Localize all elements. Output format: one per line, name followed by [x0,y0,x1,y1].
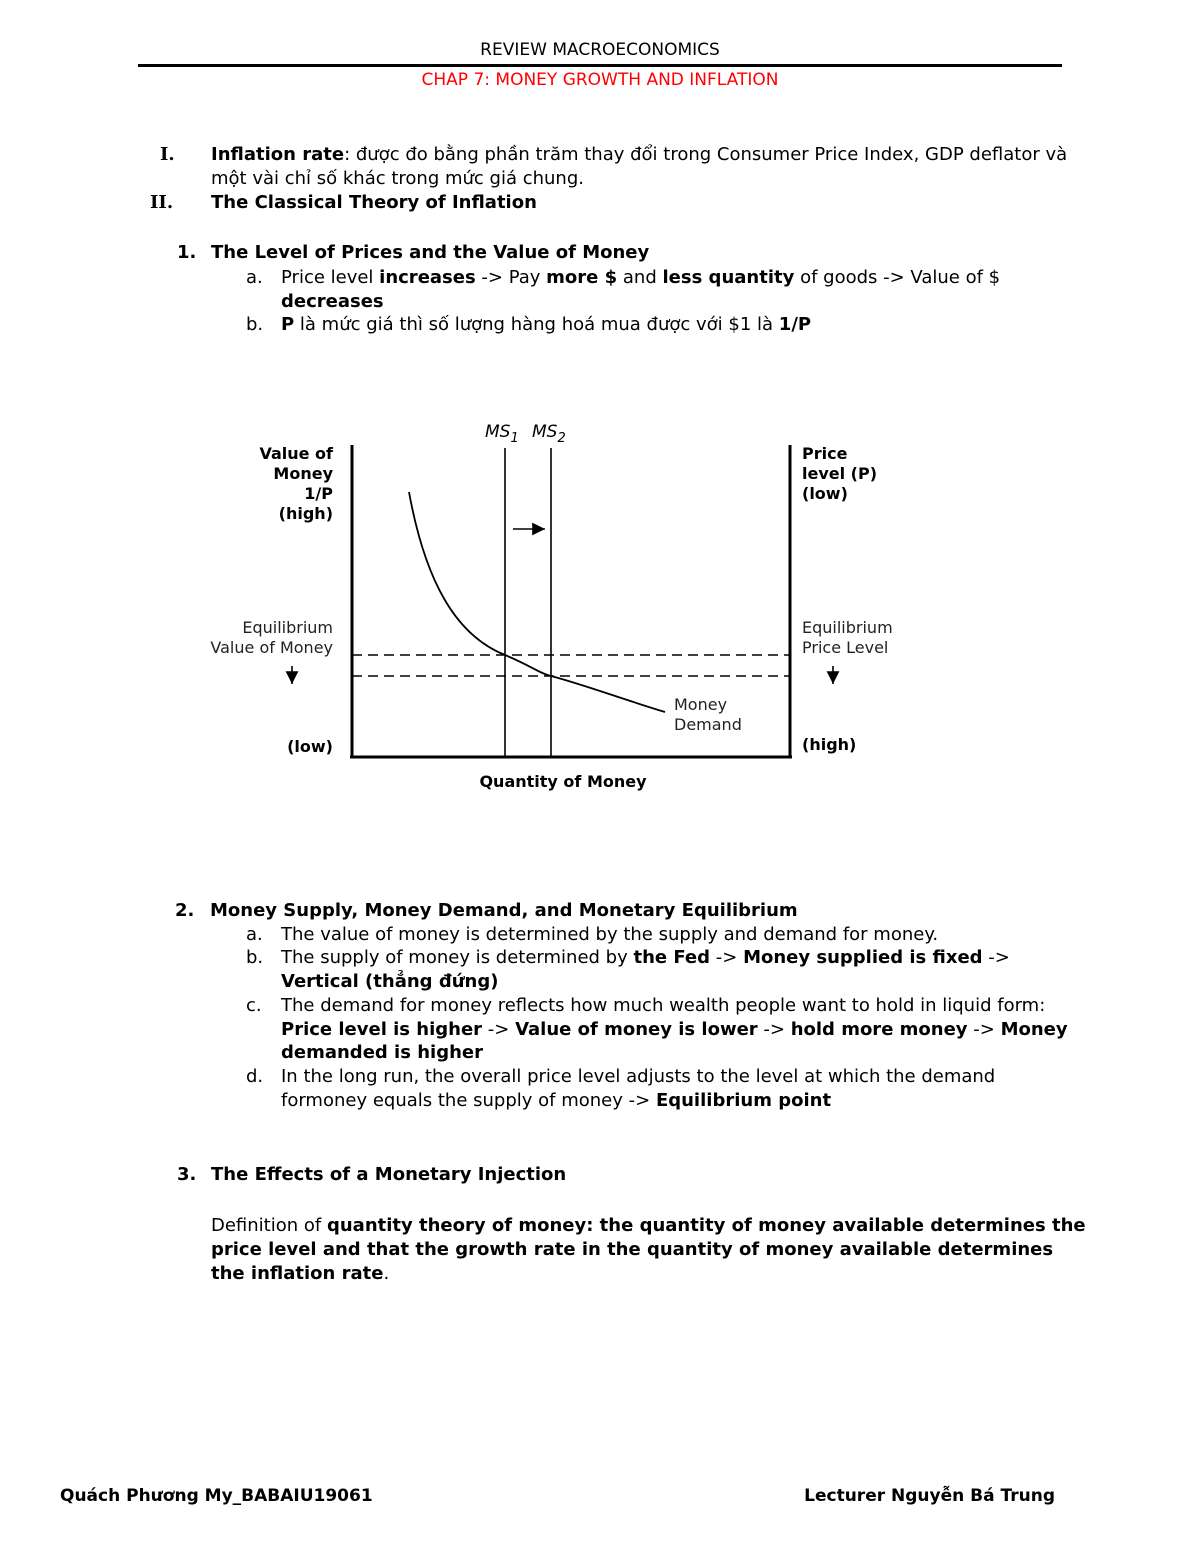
right-axis-label-line-1: Price [802,444,848,463]
bold-span: less quantity [662,267,795,288]
chapter-title: CHAP 7: MONEY GROWTH AND INFLATION [421,70,779,90]
sub-2-a-line: The value of money is determined by the supply and demand for money. [281,924,939,945]
sub-2-c-line-2 [281,1018,1068,1042]
bold-span: Price level is higher [281,1019,483,1040]
bold-span: the inflation rate [211,1263,384,1284]
sub-2-b-marker: b. [246,947,264,968]
footer-lecturer: Lecturer Nguyễn Bá Trung [804,1486,1055,1506]
sub-1-title: The Level of Prices and the Value of Money [211,242,650,263]
money-demand-label-line-2: Demand [674,715,742,734]
bold-span: Value of money is lower [515,1019,758,1040]
ms1-text: MS [485,422,511,442]
inflation-rate-term: Inflation rate [211,144,345,165]
bold-span: increases [379,267,476,288]
bold-span: P [281,314,295,335]
sub-1-a-line-1 [281,266,1000,290]
left-axis-label-line-1: Value of [259,444,333,463]
sub-2-d-line-1: In the long run, the overall price level adjusts to the level at which the demand [281,1066,996,1087]
sub-2-b-line-1 [281,946,1010,970]
money-demand-label-line-1: Money [674,695,728,714]
sub-3-title: The Effects of a Monetary Injection [211,1164,567,1185]
text-span: The supply of money is determined by [281,947,634,968]
ms1-label [485,422,519,446]
bold-span: Money supplied is fixed [743,947,983,968]
money-demand-curve [409,492,665,712]
text-span: Definition of [211,1215,327,1236]
definition-line-1 [211,1214,1086,1238]
sub-2-b-line-2: Vertical (thẳng đứng) [281,971,499,992]
section-number-2: II. [150,192,174,213]
section-1-text-1: : được đo bằng phần trăm thay đổi trong Consumer Price Index, GDP deflator và [344,144,1068,165]
text-span: -> [982,947,1010,968]
money-market-figure [195,410,915,800]
sub-3-number: 3. [177,1164,197,1185]
sub-2-d-marker: d. [246,1066,264,1087]
left-axis-label-line-3: 1/P [304,484,333,503]
left-axis-label-line-2: Money [273,464,333,483]
ms1-subscript: 1 [510,431,519,446]
bold-span: 1/P [778,314,812,335]
text-span: formoney equals the supply of money -> [281,1090,656,1111]
sub-1-b-marker: b. [246,314,264,335]
sub-1-a-line-2: decreases [281,291,384,312]
text-span: . [383,1263,390,1284]
sub-1-b-line [281,313,811,337]
eq-left-label-line-1: Equilibrium [242,618,333,637]
section-2-title: The Classical Theory of Inflation [211,192,537,213]
bold-span: quantity theory of money: the quantity of money available determines the [326,1215,1086,1236]
text-span: -> Pay [475,267,547,288]
document-header-title: REVIEW MACROECONOMICS [480,40,720,60]
bold-span: hold more money [790,1019,968,1040]
bold-span: more $ [546,267,618,288]
sub-2-c-line-3: demanded is higher [281,1042,483,1063]
header-rule [138,64,1062,67]
text-span: -> [482,1019,516,1040]
eq-left-label-line-2: Value of Money [210,638,333,657]
footer-author: Quách Phương My_BABAIU19061 [60,1486,373,1506]
sub-1-number: 1. [177,242,197,263]
text-span: and [617,267,663,288]
left-axis-label-line-4: (high) [278,504,333,523]
right-axis-label-line-2: level (P) [802,464,878,483]
text-span: là mức giá thì số lượng hàng hoá mua được với $1 là [294,314,779,335]
sub-2-title: Money Supply, Money Demand, and Monetary Equilibrium [210,900,798,921]
sub-2-d-line-2 [281,1089,831,1113]
sub-2-c-marker: c. [246,995,262,1016]
right-axis-label-line-3: (low) [802,484,848,503]
section-number-1: I. [160,144,175,165]
text-span: -> [967,1019,1001,1040]
ms2-subscript: 2 [557,431,566,446]
bold-span: Money [1000,1019,1068,1040]
x-axis-label: Quantity of Money [479,772,647,791]
text-span: Price level [281,267,380,288]
ms2-label [532,422,566,446]
ms2-text: MS [532,422,558,442]
sub-2-a-marker: a. [246,924,263,945]
bold-span: Equilibrium point [655,1090,832,1111]
bold-span: the Fed [633,947,711,968]
definition-line-3 [211,1262,389,1286]
left-axis-low-label: (low) [287,737,333,756]
eq-right-label-line-1: Equilibrium [802,618,893,637]
eq-right-label-line-2: Price Level [802,638,889,657]
right-axis-high-label: (high) [802,735,857,754]
sub-1-a-marker: a. [246,267,263,288]
section-1-line-2: một vài chỉ số khác trong mức giá chung. [211,168,584,189]
sub-2-number: 2. [175,900,195,921]
definition-line-2: price level and that the growth rate in the quantity of money available determines [211,1239,1054,1260]
section-1-line-1 [211,143,1067,167]
text-span: -> [710,947,744,968]
text-span: of goods -> Value of $ [794,267,1001,288]
text-span: -> [757,1019,791,1040]
sub-2-c-line-1: The demand for money reflects how much wealth people want to hold in liquid form: [281,995,1046,1016]
